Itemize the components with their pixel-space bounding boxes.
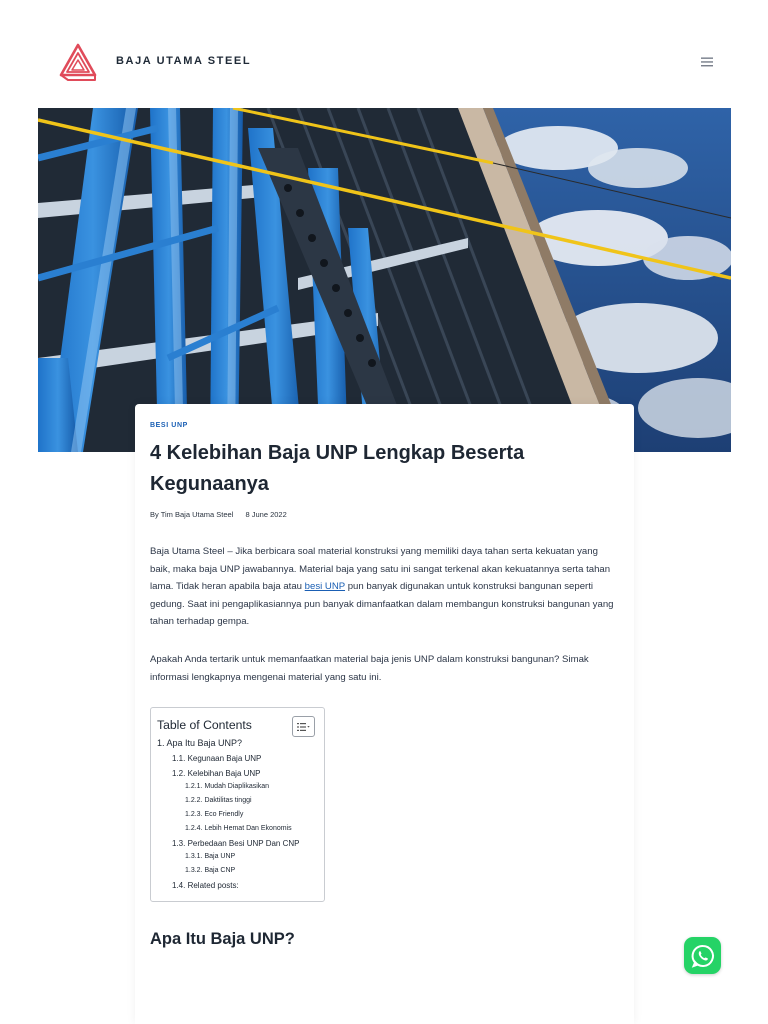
- toc-item-related-posts[interactable]: 1.4. Related posts:: [172, 881, 239, 890]
- author-link[interactable]: By Tim Baja Utama Steel: [150, 510, 234, 519]
- toc-item-mudah-diaplikasikan[interactable]: 1.2.1. Mudah Diaplikasikan: [185, 783, 270, 790]
- para1-text-end: pun banyak digunakan untuk konstruksi bangunan seperti gedung. Saat ini pengaplikasiannya pun banyak dimanfaatkan dalam membangun konstruksi bangunan yang tahan terhadap gempa.: [150, 581, 614, 628]
- toc-item-perbedaan[interactable]: 1.3. Perbedaan Besi UNP Dan CNP: [172, 839, 300, 848]
- toc-item-daktilitas[interactable]: 1.2.2. Daktilitas tinggi: [185, 797, 252, 804]
- toc-item-eco-friendly[interactable]: 1.2.3. Eco Friendly: [185, 811, 244, 818]
- steel-structure-photo: [38, 108, 731, 452]
- second-paragraph: Apakah Anda tertarik untuk memanfaatkan material baja jenis UNP dalam konstruksi bangunan? Simak informasi lengkapnya mengenai material yang satu ini.: [150, 654, 589, 683]
- list-toggle-icon[interactable]: [292, 716, 315, 737]
- toc-item-lebih-hemat[interactable]: 1.2.4. Lebih Hemat Dan Ekonomis: [185, 825, 292, 832]
- toc-item-apa-itu-baja-unp[interactable]: 1. Apa Itu Baja UNP?: [157, 738, 243, 748]
- para1-text-start: Baja Utama Steel – Jika berbicara soal material konstruksi yang memiliki daya tahan serta kekuatan yang baik, maka baja UNP jawabannya. Material baja yang satu ini sangat terkenal akan kekuatannya serta tahan lama. Tidak heran apabila baja atau: [150, 546, 611, 593]
- article-title: 4 Kelebihan Baja UNP Lengkap Beserta Kegunaanya: [150, 442, 525, 495]
- brand-name[interactable]: BAJA UTAMA STEEL: [116, 55, 252, 67]
- site-header: [0, 0, 768, 108]
- article-card: [135, 404, 634, 1024]
- intro-paragraph: [150, 543, 620, 631]
- besi-unp-link[interactable]: besi UNP: [304, 581, 346, 593]
- whatsapp-icon[interactable]: [684, 937, 721, 974]
- toc-item-kelebihan[interactable]: 1.2. Kelebihan Baja UNP: [172, 769, 261, 778]
- table-of-contents: [150, 707, 325, 902]
- section-heading: Apa Itu Baja UNP?: [150, 930, 295, 948]
- toc-item-baja-unp[interactable]: 1.3.1. Baja UNP: [185, 853, 236, 860]
- article-meta: [150, 510, 287, 519]
- hamburger-icon[interactable]: [697, 52, 717, 72]
- toc-item-baja-cnp[interactable]: 1.3.2. Baja CNP: [185, 867, 236, 874]
- publish-date: 8 June 2022: [245, 510, 287, 519]
- triangle-logo-icon[interactable]: [58, 42, 98, 82]
- category-link[interactable]: BESI UNP: [150, 422, 188, 429]
- toc-title: Table of Contents: [157, 718, 252, 732]
- toc-item-kegunaan[interactable]: 1.1. Kegunaan Baja UNP: [172, 754, 262, 763]
